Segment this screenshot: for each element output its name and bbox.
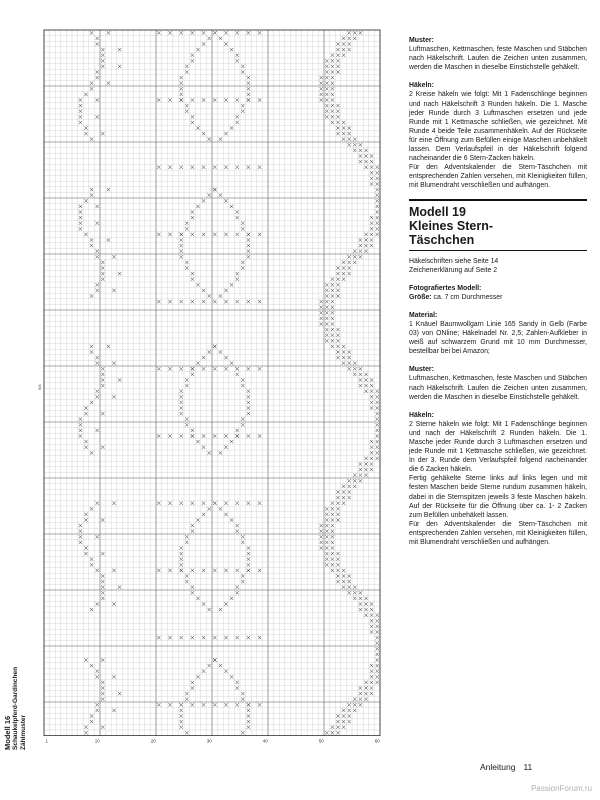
model-title-line1: Kleines Stern- <box>409 218 494 233</box>
axis-mark: 60 <box>374 738 380 744</box>
caption-model: Modell 16 <box>3 715 12 750</box>
axis-mark: 30 <box>206 738 212 744</box>
axis-mark: 1 <box>45 738 49 744</box>
reference-line: Zeichenerklärung auf Seite 2 <box>409 266 498 274</box>
paragraph: Für den Adventskalender die Stern-Täschchen mit entsprechenden Zahlen versehen, mit Kleinigkeiten füllen, mit Blumendraht verschließen und aufhängen. <box>409 520 587 547</box>
section-heading: Häkeln: <box>409 411 434 419</box>
page-number: 11 <box>523 762 533 772</box>
section-heading: Häkeln: <box>409 82 434 90</box>
size-line <box>409 293 587 302</box>
axis-mark: 50 <box>318 738 324 744</box>
caption-title: Schaukelpferd-Gardinchen <box>12 666 19 750</box>
section-heading: Fotografiertes Modell: <box>409 284 482 292</box>
footer-label: Anleitung <box>480 762 516 772</box>
axis-mark: 20 <box>150 738 156 744</box>
size-label: Größe: <box>409 293 432 301</box>
side-label: 9/4 <box>37 384 42 390</box>
watermark: PassionForum.ru <box>531 784 592 793</box>
section-heading: Muster: <box>409 366 434 374</box>
reference-line: Häkelschriften siehe Seite 14 <box>409 257 499 265</box>
section-heading: Material: <box>409 311 438 319</box>
crochet-filet-chart <box>37 30 396 744</box>
paragraph: Luftmaschen, Kettmaschen, feste Maschen und Stäbchen nach Häkelschrift. Laufen die Zeichen unten zusammen, werden die Maschen in dieselbe Einstichstelle gehäkelt. <box>409 46 587 72</box>
instructions-column <box>409 36 587 547</box>
caption-subtitle: Zählmuster <box>20 714 27 750</box>
paragraph: Luftmaschen, Kettmaschen, feste Maschen und Stäbchen nach Häkelschrift. Laufen die Zeichen unten zusammen, werden die Maschen in dieselbe Einstichstelle gehäkelt. <box>409 375 587 401</box>
page-footer <box>480 762 532 772</box>
paragraph: Für den Adventskalender die Stern-Täschchen mit entsprechenden Zahlen versehen, mit Kleinigkeiten füllen, mit Blumendraht verschließen und aufhängen. <box>409 164 587 190</box>
paragraph: 2 Kreise häkeln wie folgt: Mit 1 Fadenschlinge beginnen und nach Häkelschrift 3 Runden häkeln. Die 1. Masche jeder Runde durch 3 Luftmaschen ersetzen und jede Runde mit 1 Kettmasche schließen, wie gezeichnet. Mit Runde 4 beide Teile zusammenhäkeln. Auf der Rückseite für eine Öffnung zum Befüllen einige Maschen unbehäkelt lassen. Dem Verlaufspfeil in der Häkelschrift folgend nacheinander die 6 Stern-Zacken häkeln. <box>409 91 587 163</box>
model-number: Modell 19 <box>409 204 466 219</box>
size-value: ca. 7 cm Durchmesser <box>431 293 503 301</box>
paragraph: 1 Knäuel Baumwollgarn Linie 165 Sandy in Gelb (Farbe 03) von ONline; Häkelnadel Nr. 2,5; Zahlen-Aufkleber in weiß auf schwarzem Grund mit 10 mm Durchmesser, bestellbar bei bei Amazon; <box>409 320 587 356</box>
axis-mark: 40 <box>262 738 268 744</box>
paragraph: Fertig gehäkelte Sterne links auf links legen und mit festen Maschen beide Sterne rundum zusammen häkeln, dabei in die Sternspitzen jeweils 3 feste Maschen häkeln. Auf der Rückseite für die Öffnung über ca. 1- 2 Zacken zum Befüllen unbehäkelt lassen. <box>409 475 587 519</box>
section-heading: Muster: <box>409 37 434 44</box>
model-title-line2: Täschchen <box>409 232 475 247</box>
paragraph: 2 Sterne häkeln wie folgt: Mit 1 Fadenschlinge beginnen und nach der Häkelschrift 2 Runden häkeln. Die 1. Masche jeder Runde durch 3 Luftmaschen ersetzen und jede Runde mit 1 Kettmasche schließen, wie gezeichnet. In der 3. Runde dem Verlaufspfeil folgend nacheinander die 6 Zacken häkeln. <box>409 420 587 474</box>
model-heading <box>409 199 587 251</box>
axis-mark: 10 <box>94 738 100 744</box>
chart-caption <box>3 666 28 750</box>
